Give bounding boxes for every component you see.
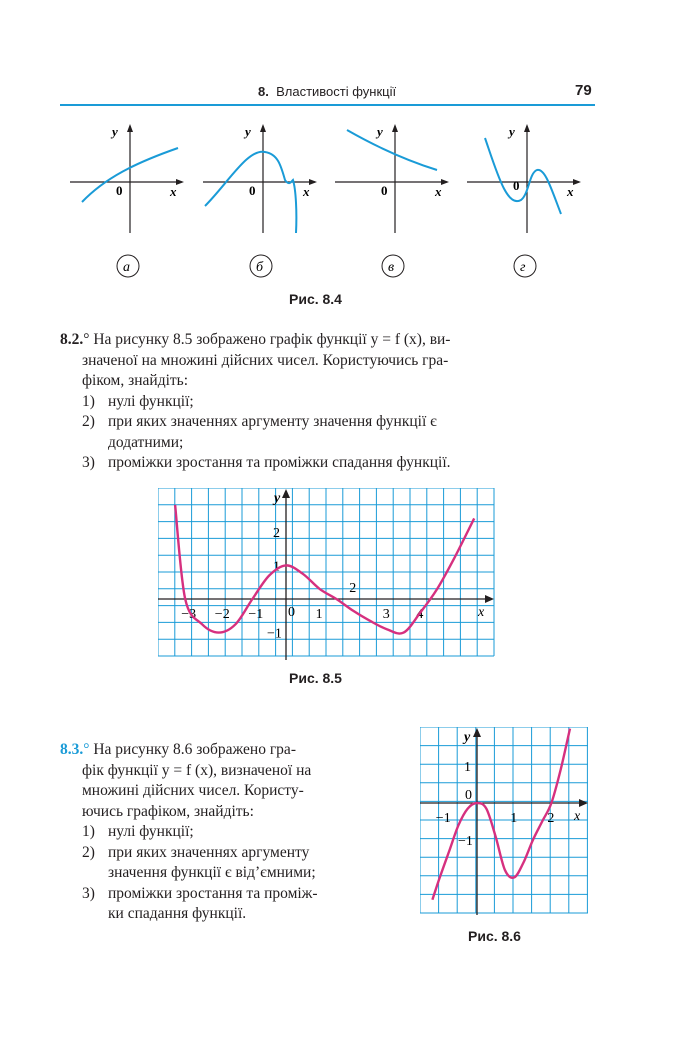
problem-8-2-text-1: На рисунку 8.5 зображено графік функції y = f (x), ви- bbox=[93, 331, 451, 348]
problem-8-2-item-2-cont bbox=[60, 433, 595, 454]
x-tick-label: −1 bbox=[435, 811, 451, 826]
problem-8-2-item-3 bbox=[60, 453, 595, 474]
problem-8-3-item-3-cont bbox=[60, 904, 394, 925]
item-text-cont: значення функції є від’ємними; bbox=[108, 864, 316, 881]
x-tick-label: 2 bbox=[349, 581, 357, 596]
fig-8-4-panel-v bbox=[335, 124, 449, 277]
problem-8-3-line-3: множині дійсних чисел. Користу- bbox=[82, 782, 304, 799]
item-number: 1) bbox=[82, 823, 95, 840]
problem-8-3-line-1 bbox=[60, 740, 394, 761]
curve-v bbox=[347, 130, 437, 170]
x-axis-arrow bbox=[573, 179, 581, 185]
y-axis-label: y bbox=[274, 491, 281, 506]
y-tick-label: −1 bbox=[267, 626, 282, 642]
problem-8-3-item-2 bbox=[60, 843, 394, 864]
problem-8-3-line-4: ючись графіком, знайдіть: bbox=[82, 802, 254, 820]
item-text-cont: додатними; bbox=[108, 433, 184, 451]
x-label: x bbox=[567, 184, 574, 199]
figure-8-6 bbox=[420, 727, 590, 915]
panel-label: в bbox=[388, 260, 395, 275]
x-tick-label: 1 bbox=[315, 607, 323, 622]
fig-8-4-panel-a bbox=[70, 124, 184, 277]
problem-number: 8.2. bbox=[60, 331, 84, 348]
item-number: 3) bbox=[82, 454, 95, 471]
y-label: y bbox=[112, 124, 118, 139]
item-text: при яких значеннях аргументу bbox=[108, 843, 310, 861]
y-label: y bbox=[509, 124, 515, 139]
fig-8-4-panel-g bbox=[467, 124, 581, 277]
y-axis-arrow bbox=[127, 124, 133, 132]
x-tick-label: 1 bbox=[510, 811, 518, 826]
x-axis-arrow bbox=[176, 179, 184, 185]
section-title: Властивості функції bbox=[276, 84, 397, 99]
item-number: 2) bbox=[82, 413, 95, 430]
x-axis-arrow bbox=[309, 179, 317, 185]
x-tick-label: 2 bbox=[547, 811, 555, 826]
figure-8-4 bbox=[60, 118, 600, 278]
degree-mark: ° bbox=[83, 741, 90, 758]
grid bbox=[158, 488, 494, 656]
item-text: при яких значеннях аргументу значення функції є bbox=[108, 413, 437, 430]
problem-8-2-line-1 bbox=[60, 330, 595, 351]
y-axis-arrow bbox=[392, 124, 398, 132]
panel-label: б bbox=[256, 260, 264, 275]
problem-8-2-line-2: значеної на множині дійсних чисел. Користуючись гра- bbox=[82, 351, 449, 369]
x-tick-label: 4 bbox=[416, 607, 424, 622]
y-tick-label: 1 bbox=[273, 559, 280, 575]
item-number: 2) bbox=[82, 843, 95, 861]
x-tick-label: −2 bbox=[214, 607, 230, 622]
origin-label: 0 bbox=[116, 183, 123, 198]
problem-8-2-line-3: фіком, знайдіть: bbox=[82, 372, 189, 389]
fig-8-4-panel-b bbox=[203, 124, 317, 277]
origin-label: 0 bbox=[381, 183, 388, 198]
fig-8-6-caption: Рис. 8.6 bbox=[468, 928, 521, 944]
panel-label: а bbox=[123, 260, 130, 275]
problem-8-2 bbox=[60, 330, 595, 474]
x-axis-arrow bbox=[441, 179, 449, 185]
header-rule bbox=[60, 104, 595, 106]
y-axis-arrow bbox=[524, 124, 530, 132]
item-text-cont: ки спадання функції. bbox=[108, 905, 247, 922]
y-tick-label: −1 bbox=[458, 834, 473, 850]
y-label: y bbox=[377, 124, 383, 139]
x-axis-arrow bbox=[485, 595, 494, 603]
problem-8-3-item-3 bbox=[60, 884, 394, 905]
problem-8-2-item-2 bbox=[60, 412, 595, 433]
item-text: проміжки зростання та проміж- bbox=[108, 884, 318, 902]
x-tick-label: −1 bbox=[248, 607, 264, 622]
tick-labels bbox=[181, 526, 423, 642]
x-label: x bbox=[303, 184, 310, 199]
y-axis-arrow bbox=[473, 728, 481, 737]
fig-8-4-caption: Рис. 8.4 bbox=[289, 291, 342, 307]
origin-label: 0 bbox=[249, 183, 256, 198]
x-label: x bbox=[435, 184, 442, 199]
item-number: 1) bbox=[82, 392, 95, 410]
problem-number: 8.3. bbox=[60, 741, 84, 758]
x-tick-label: 0 bbox=[288, 605, 295, 620]
item-number: 3) bbox=[82, 884, 95, 902]
degree-mark: ° bbox=[83, 331, 90, 348]
item-text: нулі функції; bbox=[108, 823, 194, 840]
figure-8-5 bbox=[158, 488, 496, 660]
y-axis-label: y bbox=[464, 730, 471, 745]
y-axis-arrow bbox=[260, 124, 266, 132]
item-text: проміжки зростання та проміжки спадання функції. bbox=[108, 454, 451, 471]
x-tick-label: 3 bbox=[382, 607, 390, 622]
x-axis-label: x bbox=[574, 809, 581, 824]
y-tick-label: 1 bbox=[464, 759, 471, 775]
problem-8-3-line-2: фік функції y = f (x), визначеної на bbox=[82, 761, 312, 779]
y-tick-label: 2 bbox=[273, 525, 280, 541]
page-number: 79 bbox=[575, 82, 592, 99]
y-axis-arrow bbox=[282, 489, 290, 498]
problem-8-3-item-1 bbox=[60, 822, 394, 843]
problem-8-2-item-1 bbox=[60, 392, 595, 413]
fig-8-5-caption: Рис. 8.5 bbox=[289, 670, 342, 686]
x-label: x bbox=[170, 184, 177, 199]
running-header bbox=[258, 84, 396, 99]
x-tick-label: −3 bbox=[181, 607, 197, 622]
problem-8-3 bbox=[60, 740, 394, 925]
problem-8-3-item-2-cont bbox=[60, 863, 394, 884]
curve-g bbox=[485, 138, 561, 214]
section-number: 8. bbox=[258, 84, 269, 99]
item-text: нулі функції; bbox=[108, 392, 194, 410]
y-label: y bbox=[245, 124, 251, 139]
problem-8-3-text-1: На рисунку 8.6 зображено гра- bbox=[93, 741, 296, 758]
panel-label: г bbox=[520, 260, 526, 275]
origin-label: 0 bbox=[513, 178, 520, 193]
x-axis-label: x bbox=[478, 605, 485, 620]
x-axis-arrow bbox=[579, 799, 588, 807]
x-tick-label: 0 bbox=[465, 788, 472, 803]
